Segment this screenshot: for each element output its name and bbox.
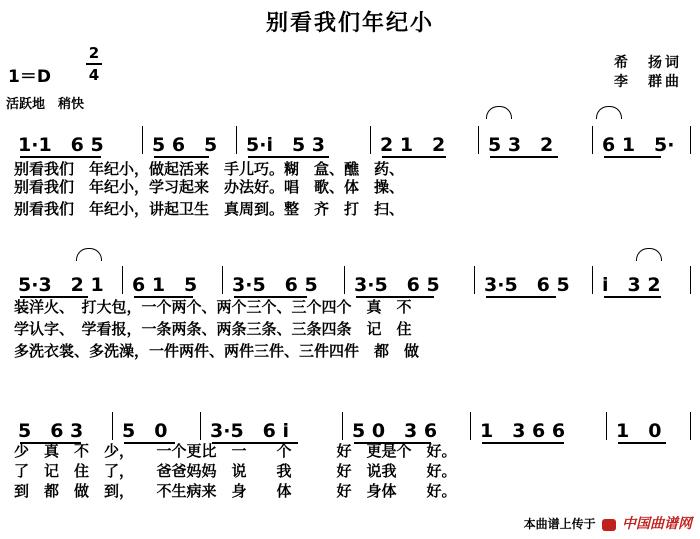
bar-line — [592, 266, 593, 294]
measure: 1 0 — [616, 420, 662, 442]
lyric-verse-2: 了 记 住 了， 爸爸妈妈 说 我 好 说我 好。 — [14, 462, 457, 480]
measure: 5·i 5 3 — [246, 134, 326, 156]
bar-line — [474, 266, 475, 294]
bar-line — [344, 266, 345, 294]
lyric-verse-2: 学认字、 学看报，一条两条、两条三条、三条四条 记 住 — [14, 320, 412, 338]
slur-mark — [76, 248, 102, 261]
beam-line — [490, 156, 558, 158]
time-signature-top: 2 — [88, 44, 100, 62]
lyric-verse-3: 多洗衣裳、多洗澡，一件两件、两件三件、三件四件 都 做 — [14, 342, 420, 360]
lyric-verse-3: 到 都 做 到， 不生病来 身 体 好 身体 好。 — [14, 482, 457, 500]
lyricist-credit: 希 扬词 — [614, 55, 682, 71]
measure: 5·3 2 1 — [18, 274, 104, 296]
slur-mark — [486, 106, 512, 119]
bar-line — [370, 126, 371, 154]
time-signature-bottom: 4 — [88, 66, 100, 84]
beam-line — [486, 296, 556, 298]
measure: 3·5 6 5 — [232, 274, 318, 296]
measure: 5 3 2 — [488, 134, 554, 156]
footer-brand: 中国曲谱网 — [622, 516, 692, 532]
measure: 6 1 5 — [132, 274, 198, 296]
bar-line — [470, 412, 471, 440]
measure: 3·5 6 5 — [484, 274, 570, 296]
footer — [524, 513, 692, 533]
measure: 1 3 6 6 — [480, 420, 566, 442]
tempo-marking: 活跃地 稍快 — [6, 97, 85, 112]
lyric-verse-1: 别看我们 年纪小，做起活来 手儿巧。糊 盒、醮 药、 — [14, 160, 405, 178]
lyric-verse-1: 装洋火、 打大包，一个两个、两个三个、三个四个 真 不 — [14, 298, 412, 316]
bar-line — [592, 126, 593, 154]
measure: 5 0 — [122, 420, 168, 442]
lyric-verse-1: 少 真 不 少， 一个更比 一 个 好 更是个 好。 — [14, 442, 457, 460]
time-signature — [86, 44, 102, 84]
bar-line — [478, 126, 479, 154]
bar-line — [222, 266, 223, 294]
bar-line — [142, 126, 143, 154]
bar-line — [236, 126, 237, 154]
lyric-verse-3: 别看我们 年纪小，讲起卫生 真周到。整 齐 打 扫、 — [14, 200, 405, 218]
slur-mark — [596, 106, 622, 119]
footer-text: 本曲谱上传于 — [523, 517, 596, 531]
beam-line — [604, 156, 661, 158]
beam-line — [618, 442, 666, 444]
beam-line — [482, 442, 564, 444]
bar-line — [690, 412, 691, 440]
bar-line — [200, 412, 201, 440]
site-logo-icon — [602, 519, 616, 531]
key-signature: 1＝D — [8, 67, 51, 87]
bar-line — [122, 266, 123, 294]
composer-credit: 李 群曲 — [614, 74, 682, 90]
measure: 6 1 5· — [602, 134, 675, 156]
bar-line — [342, 412, 343, 440]
page-title: 别看我们年纪小 — [265, 11, 434, 36]
beam-line — [604, 296, 661, 298]
slur-mark — [636, 248, 662, 261]
measure: 2 1 2 — [380, 134, 446, 156]
bar-line — [690, 126, 691, 154]
measure: i 3 2 — [602, 274, 661, 296]
measure: 5 6 5 — [152, 134, 218, 156]
bar-line — [112, 412, 113, 440]
measure: 3·5 6 i — [210, 420, 290, 442]
measure: 5 6 3 — [18, 420, 84, 442]
measure: 1·1 6 5 — [18, 134, 104, 156]
bar-line — [606, 412, 607, 440]
lyric-verse-2: 别看我们 年纪小，学习起来 办法好。唱 歌、体 操、 — [14, 178, 405, 196]
bar-line — [690, 266, 691, 294]
measure: 5 0 3 6 — [352, 420, 438, 442]
measure: 3·5 6 5 — [354, 274, 440, 296]
